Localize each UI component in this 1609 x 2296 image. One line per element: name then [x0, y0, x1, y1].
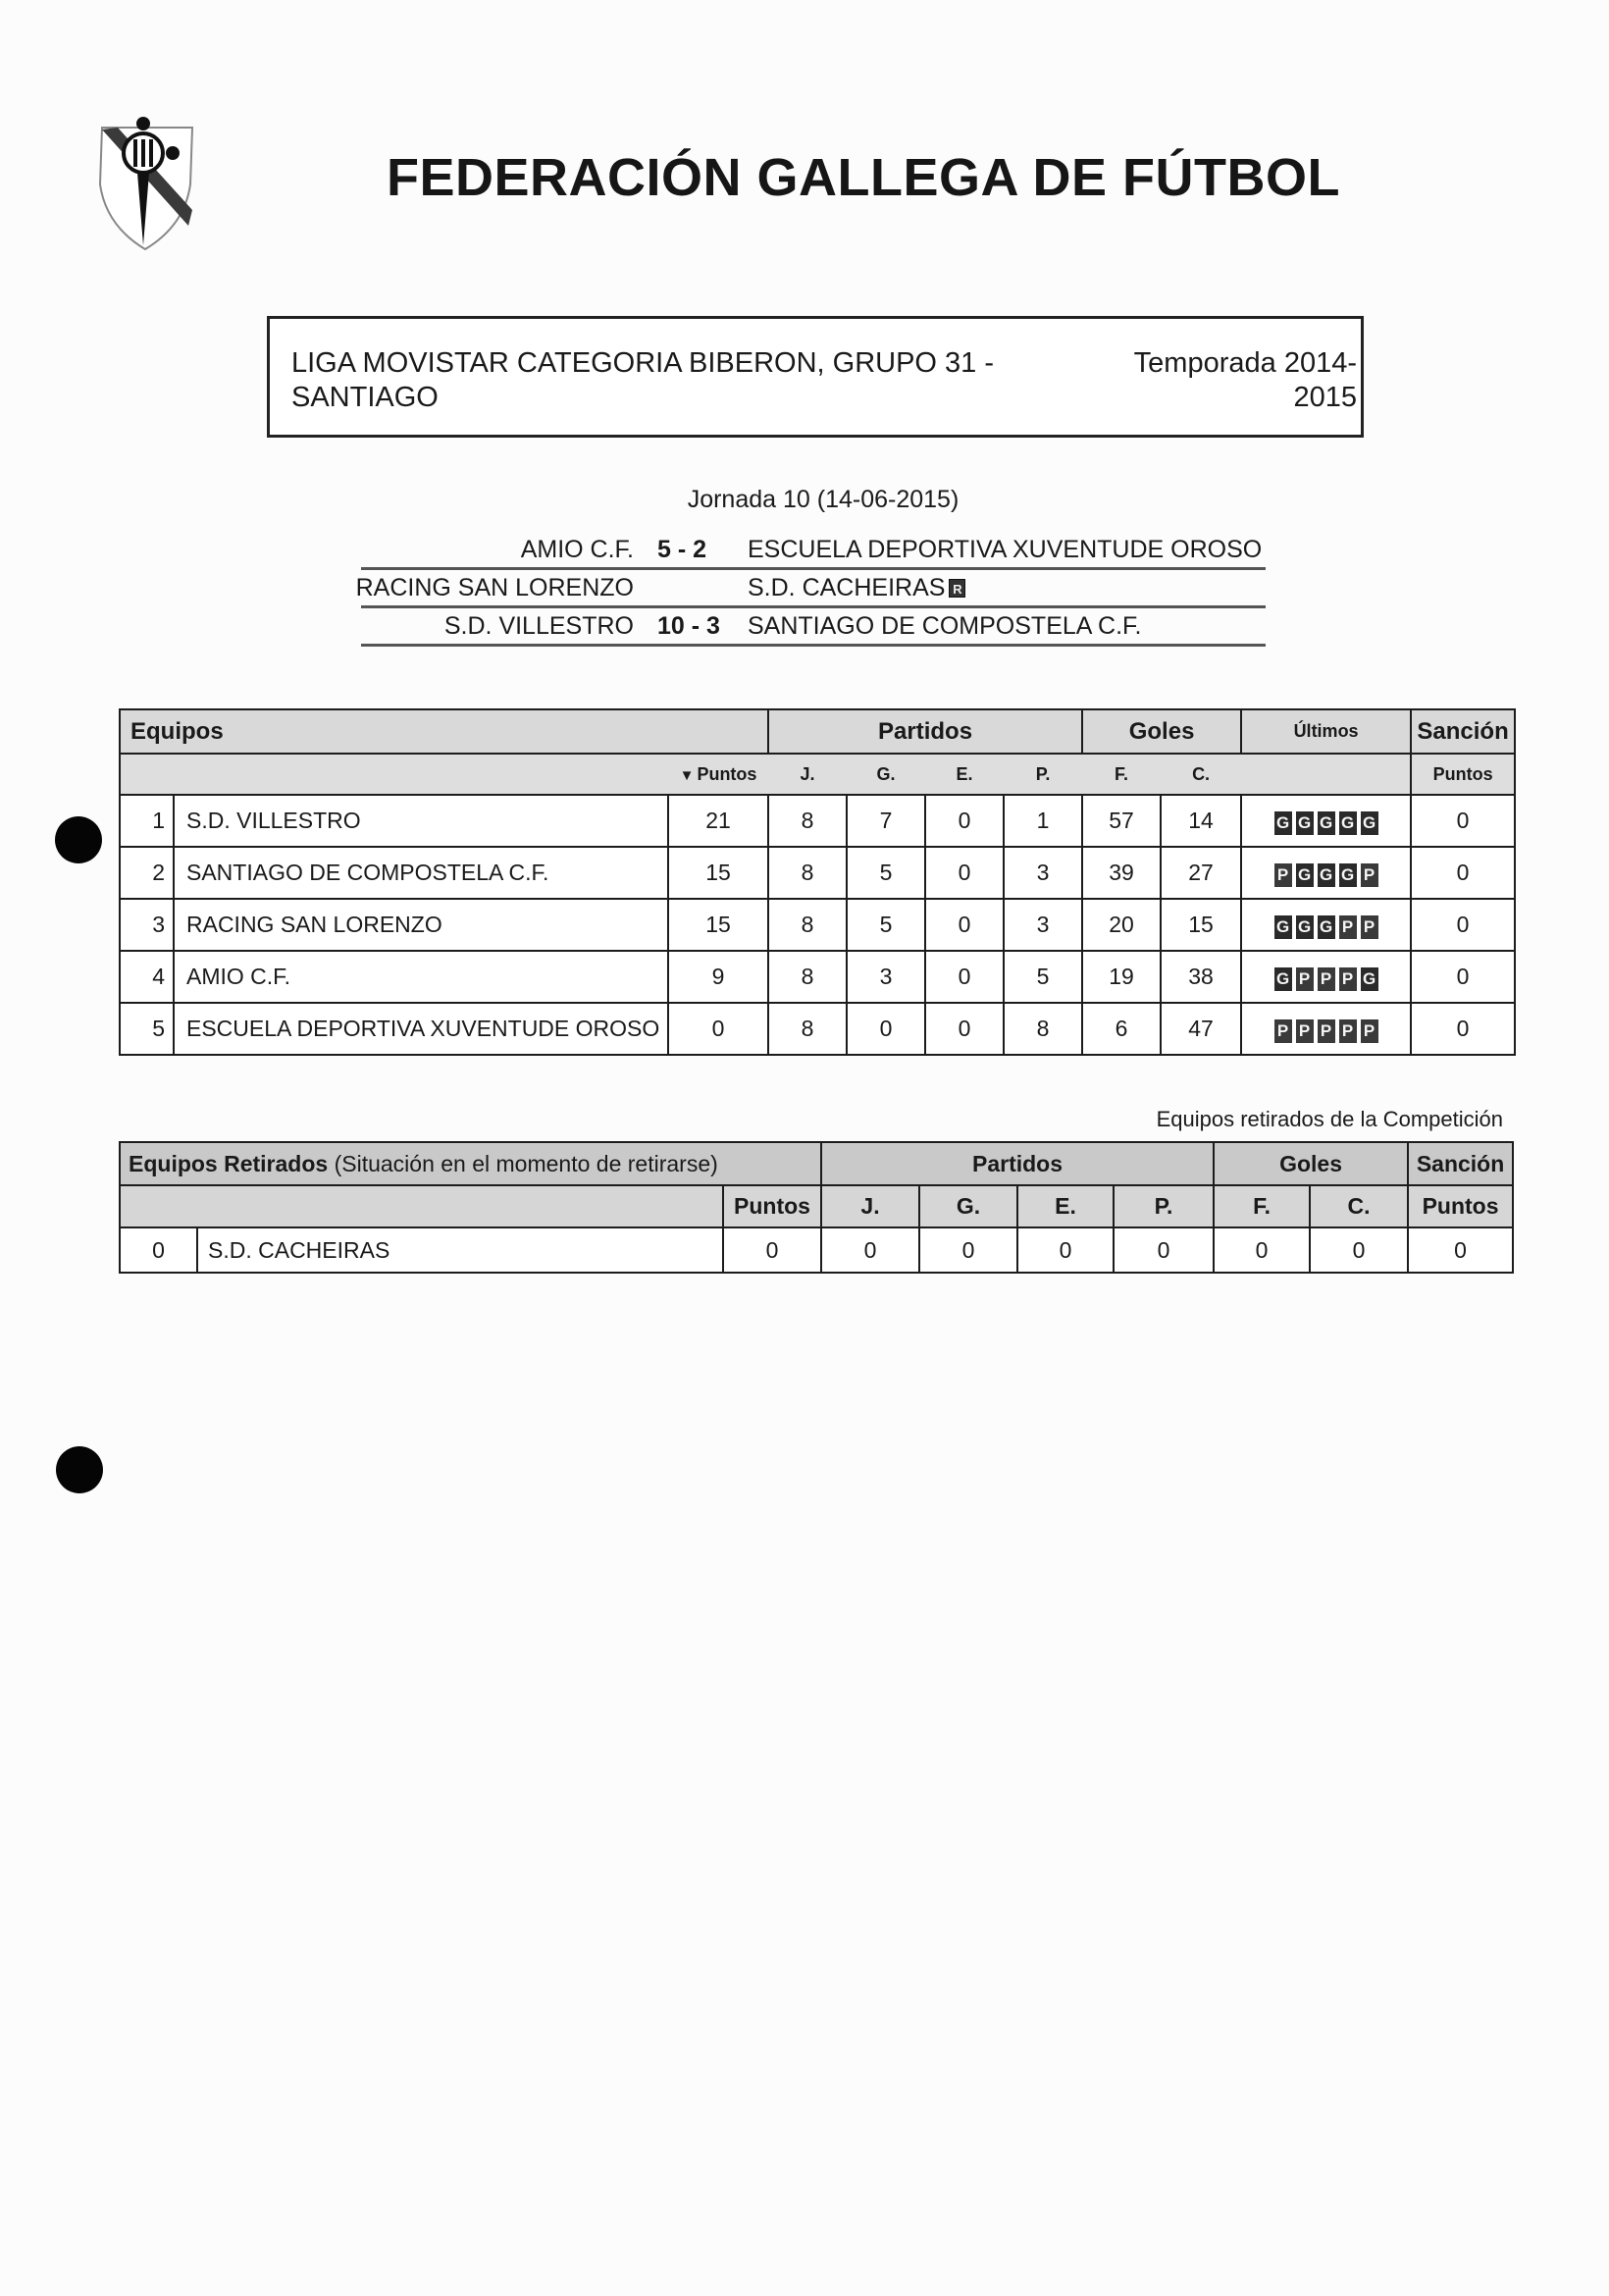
retired-group-header: [120, 1142, 1513, 1185]
played: 8: [768, 899, 847, 951]
lost: 1: [1004, 795, 1082, 847]
result-win-icon: G: [1339, 863, 1357, 887]
position: 5: [120, 1003, 174, 1055]
season-line1: Temporada 2014-: [1133, 347, 1357, 379]
sanction-points: 0: [1408, 1227, 1513, 1273]
season-line2: 2015: [1293, 382, 1357, 413]
header-equipos-retirados: [120, 1142, 821, 1185]
goals-for: 39: [1082, 847, 1161, 899]
header-goles: Goles: [1214, 1142, 1408, 1185]
league-name-line1: LIGA MOVISTAR CATEGORIA BIBERON, GRUPO 31 -: [291, 347, 995, 379]
result-loss-icon: P: [1318, 967, 1335, 991]
goals-against: 0: [1310, 1227, 1408, 1273]
goals-for: 0: [1214, 1227, 1310, 1273]
header-partidos: Partidos: [821, 1142, 1214, 1185]
sub-header-blank: [120, 1185, 723, 1227]
last-results: [1241, 795, 1411, 847]
result-win-icon: G: [1274, 811, 1292, 835]
team-name: SANTIAGO DE COMPOSTELA C.F.: [174, 847, 668, 899]
sub-header-c: C.: [1310, 1185, 1408, 1227]
team-name: AMIO C.F.: [174, 951, 668, 1003]
goals-against: 47: [1161, 1003, 1241, 1055]
sub-header-sancion-puntos: Puntos: [1408, 1185, 1513, 1227]
match-away-team: [748, 574, 965, 602]
standings-group-header: [120, 709, 1515, 754]
played: 8: [768, 1003, 847, 1055]
sanction-points: 0: [1411, 1003, 1515, 1055]
goals-for: 57: [1082, 795, 1161, 847]
retired-caption: Equipos retirados de la Competición: [1156, 1107, 1503, 1131]
points: 0: [723, 1227, 821, 1273]
standings-sub-header: [120, 754, 1515, 795]
goals-for: 19: [1082, 951, 1161, 1003]
sub-header-g: G.: [919, 1185, 1017, 1227]
match-row: [361, 532, 1266, 570]
match-home-team: S.D. VILLESTRO: [443, 612, 634, 640]
result-loss-icon: P: [1361, 915, 1378, 939]
won: 5: [847, 899, 925, 951]
header-ultimos: Últimos: [1241, 709, 1411, 754]
sort-desc-icon: ▼: [679, 766, 695, 784]
sanction-points: 0: [1411, 795, 1515, 847]
result-win-icon: G: [1318, 811, 1335, 835]
result-win-icon: G: [1296, 863, 1314, 887]
sub-header-sancion-puntos: Puntos: [1411, 754, 1515, 795]
result-loss-icon: P: [1339, 1019, 1357, 1043]
goals-for: 6: [1082, 1003, 1161, 1055]
goals-against: 27: [1161, 847, 1241, 899]
result-loss-icon: P: [1339, 915, 1357, 939]
lost: 0: [1114, 1227, 1214, 1273]
result-win-icon: G: [1339, 811, 1357, 835]
header-equipos-retirados-bold: Equipos Retirados: [129, 1150, 329, 1176]
won: 7: [847, 795, 925, 847]
match-away-team: ESCUELA DEPORTIVA XUVENTUDE OROSO: [748, 536, 1263, 563]
result-loss-icon: P: [1274, 863, 1292, 887]
played: 0: [821, 1227, 919, 1273]
last-results: [1241, 899, 1411, 951]
punch-hole-bottom: [56, 1446, 103, 1493]
points: 0: [668, 1003, 768, 1055]
sub-header-e: E.: [925, 754, 1004, 795]
result-win-icon: G: [1318, 863, 1335, 887]
match-away-team-name: S.D. CACHEIRAS: [748, 574, 946, 601]
played: 8: [768, 847, 847, 899]
sanction-points: 0: [1411, 899, 1515, 951]
sub-header-puntos: Puntos: [697, 763, 757, 784]
standings-row: [120, 795, 1515, 847]
match-away-team: SANTIAGO DE COMPOSTELA C.F.: [748, 612, 1142, 640]
result-loss-icon: P: [1361, 1019, 1378, 1043]
standings-table: [119, 708, 1516, 1056]
last-results: [1241, 847, 1411, 899]
round-title: Jornada 10 (14-06-2015): [687, 486, 960, 513]
team-name: S.D. VILLESTRO: [174, 795, 668, 847]
match-row: [361, 608, 1266, 647]
lost: 3: [1004, 899, 1082, 951]
points: 15: [668, 899, 768, 951]
standings-row: [120, 951, 1515, 1003]
sort-puntos-button[interactable]: [668, 754, 768, 795]
lost: 5: [1004, 951, 1082, 1003]
goals-against: 14: [1161, 795, 1241, 847]
header-goles: Goles: [1082, 709, 1241, 754]
standings-row: [120, 1003, 1515, 1055]
result-loss-icon: P: [1296, 1019, 1314, 1043]
drawn: 0: [925, 847, 1004, 899]
team-name: S.D. CACHEIRAS: [197, 1227, 723, 1273]
played: 8: [768, 795, 847, 847]
sub-header-j: J.: [768, 754, 847, 795]
sub-header-f: F.: [1082, 754, 1161, 795]
result-loss-icon: P: [1274, 1019, 1292, 1043]
sub-header-blank: [120, 754, 668, 795]
header-equipos-retirados-note: (Situación en el momento de retirarse): [328, 1150, 718, 1176]
header-sancion: Sanción: [1411, 709, 1515, 754]
team-name: RACING SAN LORENZO: [174, 899, 668, 951]
result-win-icon: G: [1318, 915, 1335, 939]
retired-badge-icon: R: [949, 579, 965, 598]
match-home-team: AMIO C.F.: [520, 536, 634, 563]
points: 21: [668, 795, 768, 847]
result-win-icon: G: [1274, 915, 1292, 939]
league-info-box: [267, 316, 1364, 438]
played: 8: [768, 951, 847, 1003]
drawn: 0: [925, 899, 1004, 951]
result-win-icon: G: [1274, 967, 1292, 991]
retired-teams-table: [119, 1141, 1514, 1274]
lost: 8: [1004, 1003, 1082, 1055]
sub-header-p: P.: [1114, 1185, 1214, 1227]
header-partidos: Partidos: [768, 709, 1082, 754]
match-score: 5 - 2: [657, 536, 707, 563]
result-loss-icon: P: [1318, 1019, 1335, 1043]
result-win-icon: G: [1361, 967, 1378, 991]
result-win-icon: G: [1361, 811, 1378, 835]
match-row: [355, 570, 1266, 608]
match-home-team: RACING SAN LORENZO: [355, 574, 634, 601]
team-name: ESCUELA DEPORTIVA XUVENTUDE OROSO: [174, 1003, 668, 1055]
league-name: [291, 346, 998, 415]
federation-title: FEDERACIÓN GALLEGA DE FÚTBOL: [387, 148, 1340, 207]
drawn: 0: [925, 1003, 1004, 1055]
result-loss-icon: P: [1339, 967, 1357, 991]
last-results: [1241, 951, 1411, 1003]
position: 1: [120, 795, 174, 847]
lost: 3: [1004, 847, 1082, 899]
goals-for: 20: [1082, 899, 1161, 951]
position: 2: [120, 847, 174, 899]
sub-header-p: P.: [1004, 754, 1082, 795]
season: [1102, 346, 1357, 415]
goals-against: 38: [1161, 951, 1241, 1003]
standings-row: [120, 899, 1515, 951]
goals-against: 15: [1161, 899, 1241, 951]
won: 5: [847, 847, 925, 899]
header-sancion: Sanción: [1408, 1142, 1513, 1185]
sub-header-j: J.: [821, 1185, 919, 1227]
drawn: 0: [1017, 1227, 1114, 1273]
league-name-line2: SANTIAGO: [291, 382, 439, 413]
won: 0: [847, 1003, 925, 1055]
result-loss-icon: P: [1296, 967, 1314, 991]
position: 0: [120, 1227, 197, 1273]
standings-row: [120, 847, 1515, 899]
drawn: 0: [925, 795, 1004, 847]
punch-hole-top: [55, 816, 102, 863]
sub-header-ultimos-blank: [1241, 754, 1411, 795]
won: 3: [847, 951, 925, 1003]
sanction-points: 0: [1411, 847, 1515, 899]
sub-header-e: E.: [1017, 1185, 1114, 1227]
points: 9: [668, 951, 768, 1003]
position: 3: [120, 899, 174, 951]
drawn: 0: [925, 951, 1004, 1003]
retired-sub-header: [120, 1185, 1513, 1227]
sub-header-g: G.: [847, 754, 925, 795]
sub-header-c: C.: [1161, 754, 1241, 795]
last-results: [1241, 1003, 1411, 1055]
result-loss-icon: P: [1361, 863, 1378, 887]
result-win-icon: G: [1296, 915, 1314, 939]
position: 4: [120, 951, 174, 1003]
sanction-points: 0: [1411, 951, 1515, 1003]
match-score: 10 - 3: [657, 612, 720, 640]
won: 0: [919, 1227, 1017, 1273]
retired-row: [120, 1227, 1513, 1273]
header-equipos: Equipos: [120, 709, 768, 754]
sub-header-f: F.: [1214, 1185, 1310, 1227]
result-win-icon: G: [1296, 811, 1314, 835]
points: 15: [668, 847, 768, 899]
sub-header-puntos: Puntos: [723, 1185, 821, 1227]
